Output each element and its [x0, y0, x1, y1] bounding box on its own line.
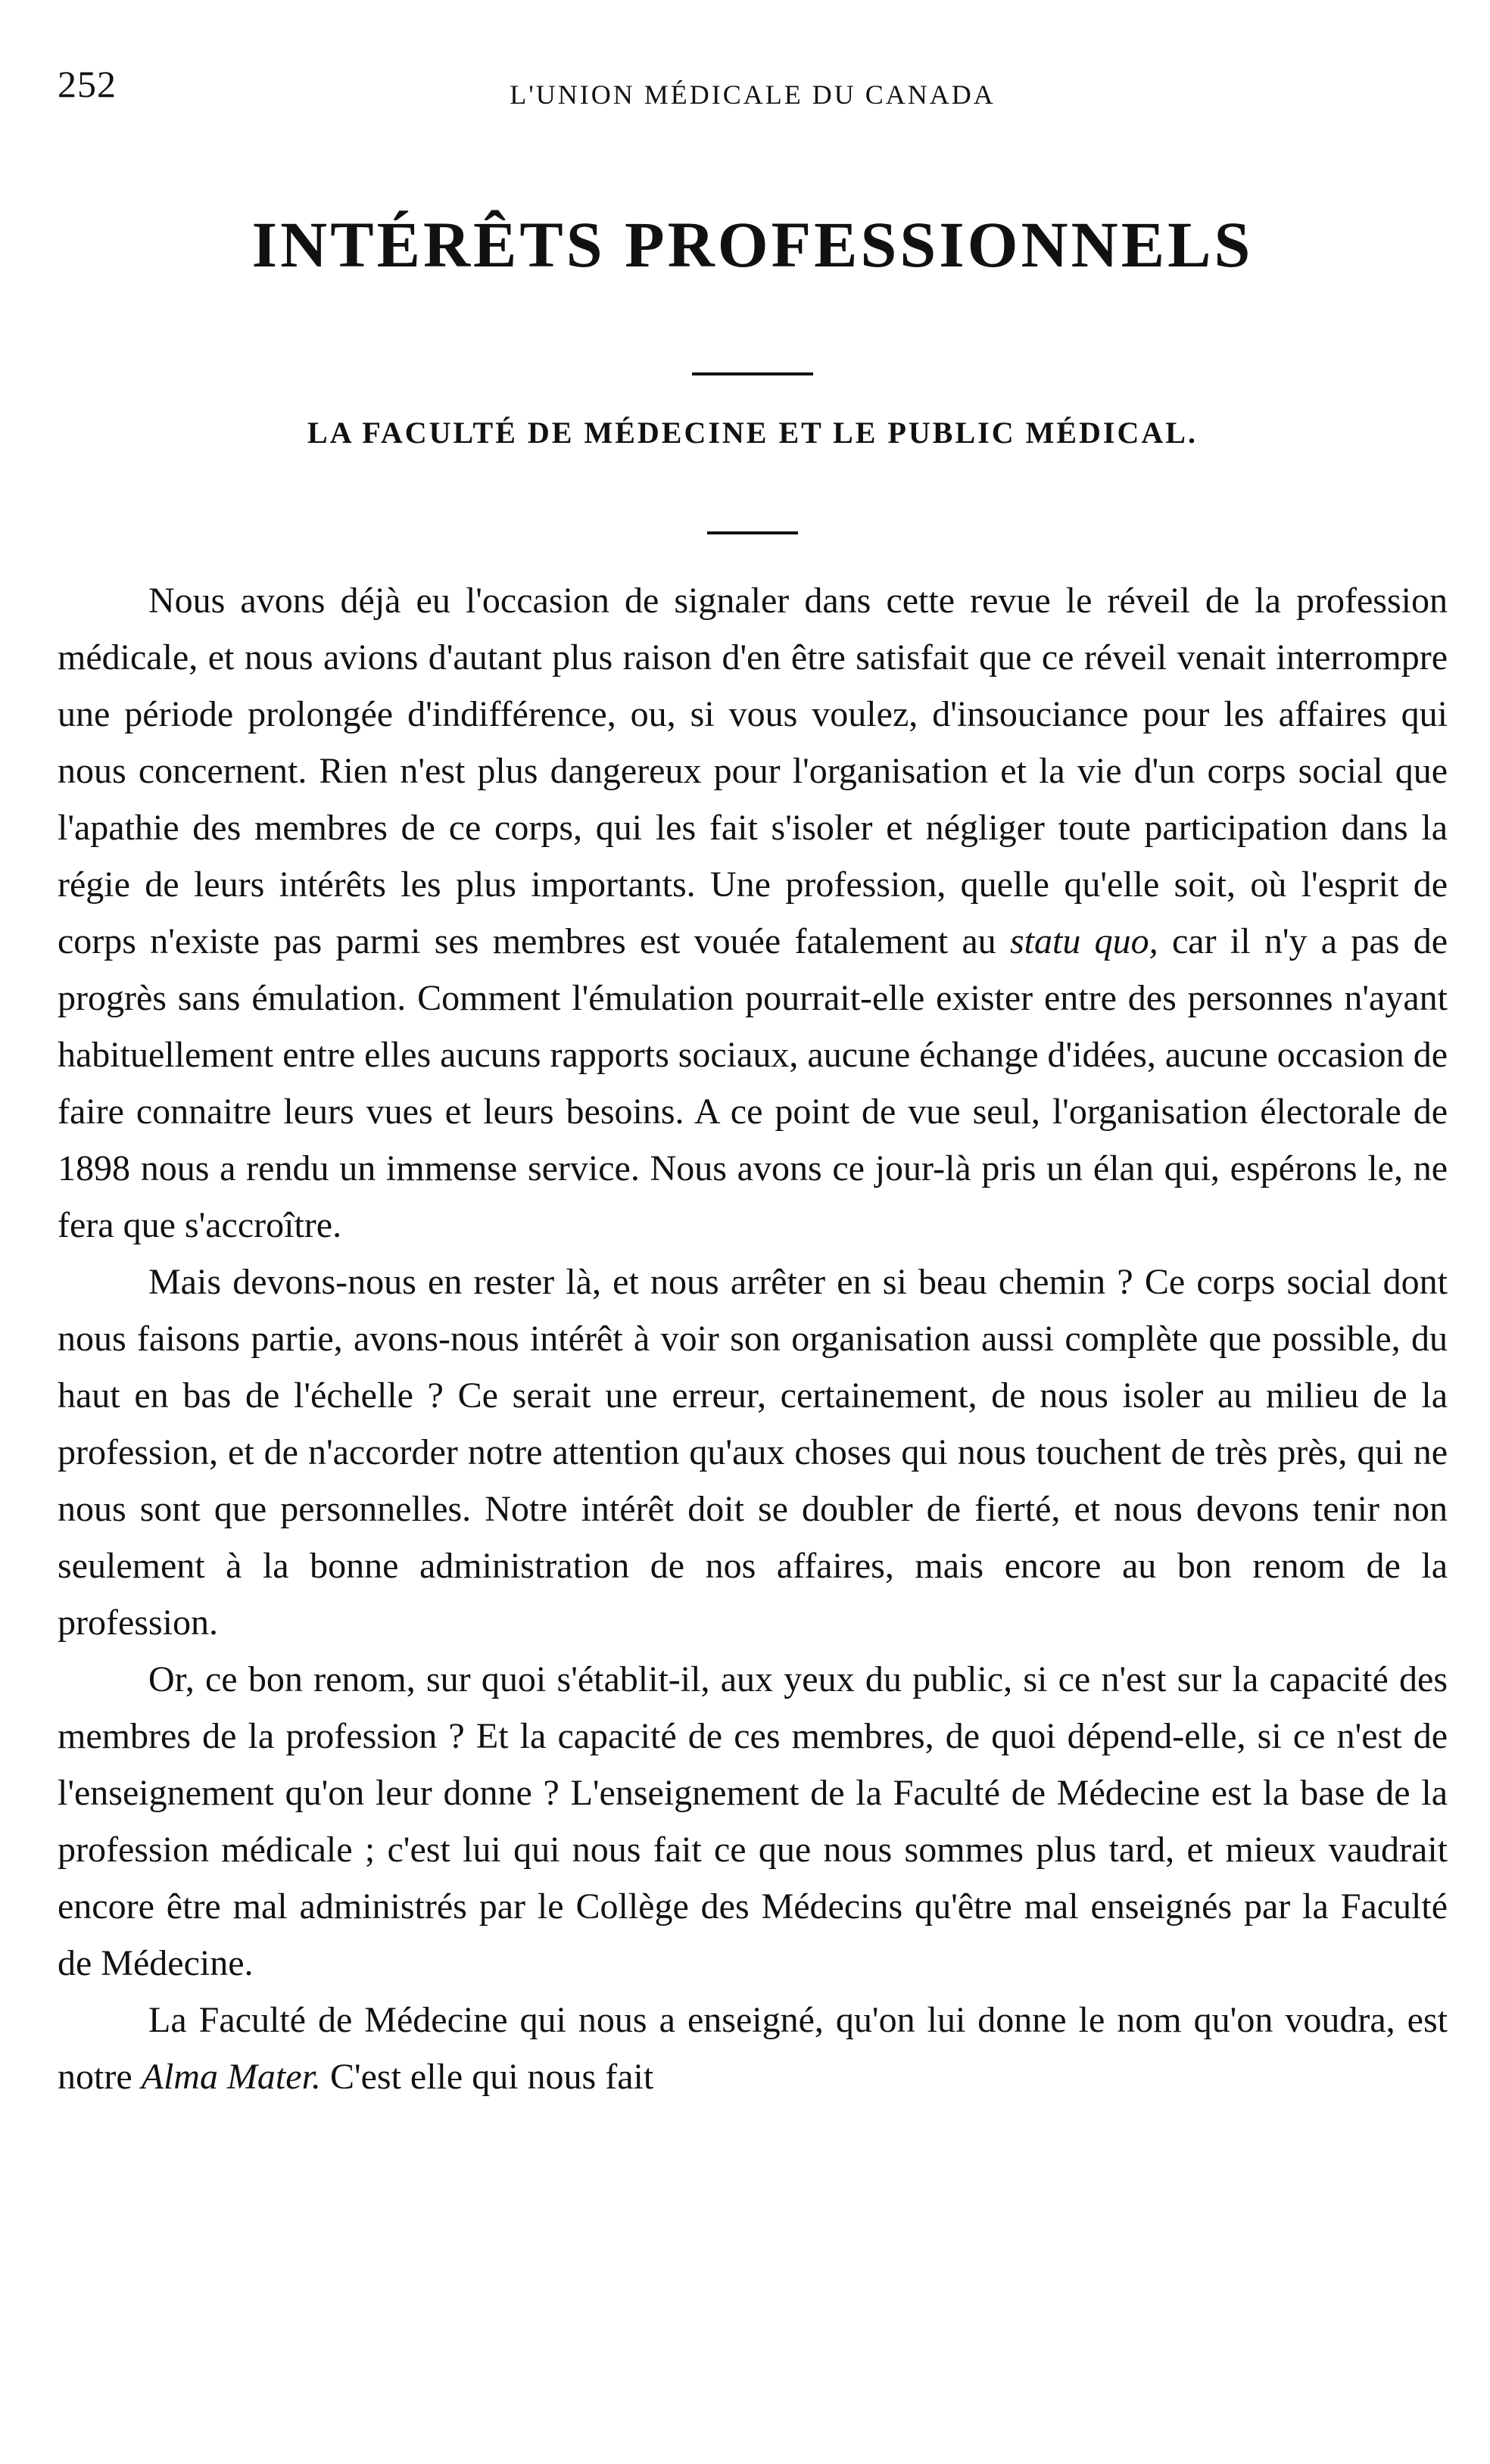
paragraph-1-text-after: car il n'y a pas de progrès sans émulation. Comment l'émulation pourrait-elle exister entre des personnes n'ayant habituellement entre elles aucuns rapports sociaux, aucune échange d'idées, aucune occasion de faire connaitre leurs vues et leurs besoins. A ce point de vue seul, l'organisation électorale de 1898 nous a rendu un immense service. Nous avons ce jour-là pris un élan qui, espérons le, ne fera que s'accroître. [58, 921, 1448, 1245]
running-header [58, 53, 1448, 110]
paragraph-1-emphasis: statu quo, [1009, 921, 1158, 961]
journal-title: L'UNION MÉDICALE DU CANADA [510, 79, 996, 110]
article-title: LA FACULTÉ DE MÉDECINE ET LE PUBLIC MÉDICAL. [307, 416, 1198, 450]
paragraph-2-text: Mais devons-nous en rester là, et nous arrêter en si beau chemin ? Ce corps social dont nous faisons partie, avons-nous intérêt à voir son organisation aussi complète que possible, du haut en bas de l'échelle ? Ce serait une erreur, certainement, de nous isoler au milieu de la profession, et de n'accorder notre attention qu'aux choses qui nous touchent de très près, qui ne nous sont que personnelles. Notre intérêt doit se doubler de fierté, et nous devons tenir non seulement à la bonne administration de nos affaires, mais encore au bon renom de la profession. [58, 1262, 1448, 1643]
paragraph-4-emphasis: Alma Mater. [141, 2057, 321, 2097]
paragraph-3 [58, 1651, 1448, 1992]
paragraph-4-text-after: C'est elle qui nous fait [320, 2057, 654, 2097]
page-number: 252 [58, 63, 117, 105]
paragraph-4-text-before: La Faculté de Médecine qui nous a enseigné, qu'on lui donne le nom qu'on voudra, est notre [58, 2000, 1448, 2097]
article-body [58, 572, 1448, 2105]
paragraph-4 [58, 1992, 1448, 2105]
paragraph-1 [58, 572, 1448, 1254]
article-divider [707, 531, 798, 534]
paragraph-2 [58, 1254, 1448, 1651]
paragraph-3-text: Or, ce bon renom, sur quoi s'établit-il, aux yeux du public, si ce n'est sur la capacité des membres de la profession ? Et la capacité de ces membres, de quoi dépend-elle, si ce n'est de l'enseignement qu'on leur donne ? L'enseignement de la Faculté de Médecine est la base de la profession médicale ; c'est lui qui nous fait ce que nous sommes plus tard, et mieux vaudrait encore être mal administrés par le Collège des Médecins qu'être mal enseignés par la Faculté de Médecine. [58, 1659, 1448, 1983]
section-divider [692, 372, 813, 375]
section-title: INTÉRÊTS PROFESSIONNELS [251, 208, 1254, 281]
paragraph-1-text-before: Nous avons déjà eu l'occasion de signaler dans cette revue le réveil de la profession médicale, et nous avions d'autant plus raison d'en être satisfait que ce réveil venait interrompre une période prolongée d'indifférence, ou, si vous voulez, d'insouciance pour les affaires qui nous concernent. Rien n'est plus dangereux pour l'organisation et la vie d'un corps social que l'apathie des membres de ce corps, qui les fait s'isoler et négliger toute participation dans la régie de leurs intérêts les plus importants. Une profession, quelle qu'elle soit, où l'esprit de corps n'existe pas parmi ses membres est vouée fatalement au [58, 581, 1448, 961]
